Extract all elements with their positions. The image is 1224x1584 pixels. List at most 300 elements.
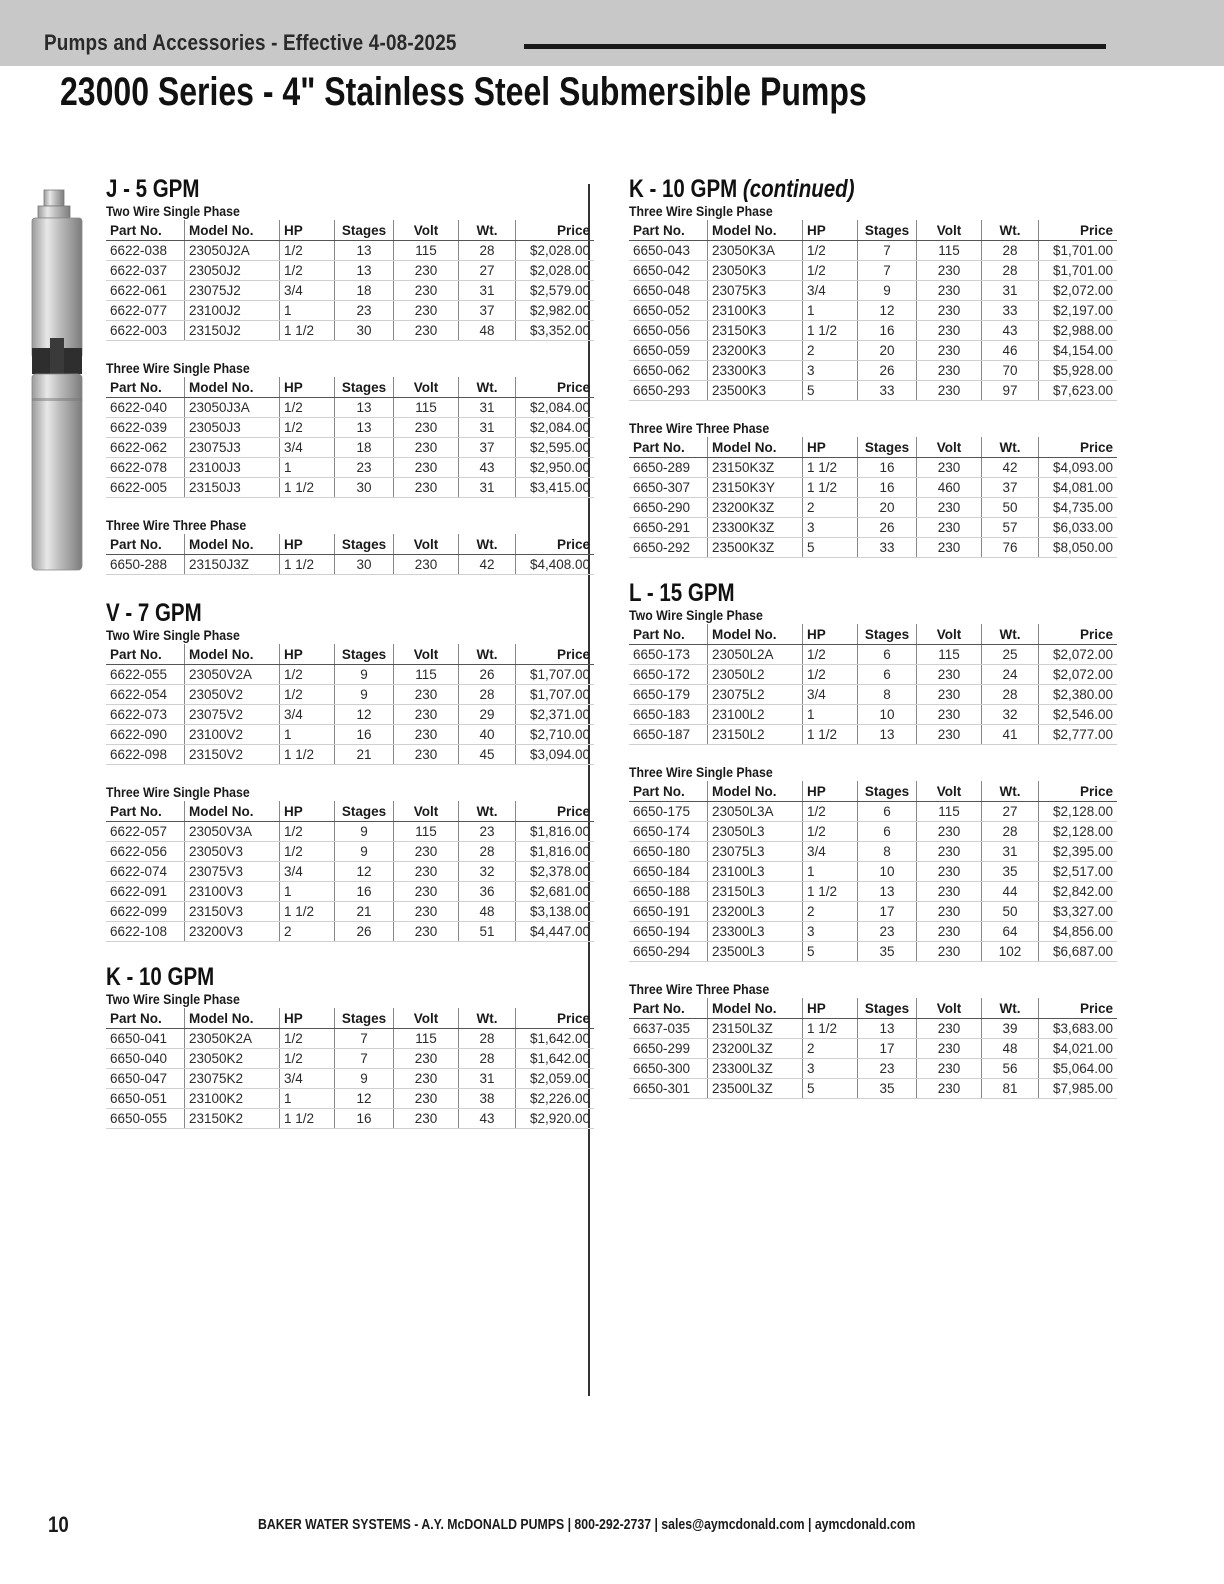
cell-price: $8,050.00 [1039, 538, 1118, 558]
column-header-model-no: Model No. [185, 644, 280, 665]
cell-volt: 230 [917, 665, 982, 685]
column-header-stages: Stages [858, 781, 917, 802]
cell-volt: 230 [394, 842, 459, 862]
cell-price: $4,856.00 [1039, 922, 1118, 942]
cell-model-no: 23100V3 [185, 882, 280, 902]
cell-hp: 3 [803, 922, 858, 942]
column-header-part-no: Part No. [106, 801, 185, 822]
cell-model-no: 23100K3 [708, 301, 803, 321]
cell-part-no: 6622-061 [106, 281, 185, 301]
column-header-weight: Wt. [459, 220, 516, 241]
section-k-continued [629, 175, 1113, 558]
table-row [106, 1049, 594, 1069]
cell-part-no: 6650-179 [629, 685, 708, 705]
footer-contact: BAKER WATER SYSTEMS - A.Y. McDONALD PUMPS | 800-292-2737 | sales@aymcdonald.com | aymcdonald.com [258, 1516, 916, 1533]
group-title: Three Wire Single Phase [629, 203, 773, 219]
cell-hp: 1/2 [280, 665, 335, 685]
cell-weight: 37 [459, 438, 516, 458]
cell-weight: 45 [459, 745, 516, 765]
cell-weight: 97 [982, 381, 1039, 401]
table-row [106, 261, 594, 281]
cell-weight: 39 [982, 1019, 1039, 1039]
column-header-stages: Stages [858, 220, 917, 241]
cell-volt: 230 [917, 261, 982, 281]
table-header-row [106, 220, 594, 241]
cell-price: $2,226.00 [516, 1089, 595, 1109]
cell-model-no: 23075K3 [708, 281, 803, 301]
price-table [106, 801, 594, 942]
cell-part-no: 6622-039 [106, 418, 185, 438]
cell-stages: 21 [335, 902, 394, 922]
column-header-stages: Stages [335, 644, 394, 665]
cell-stages: 17 [858, 1039, 917, 1059]
column-header-hp: HP [803, 437, 858, 458]
cell-part-no: 6622-037 [106, 261, 185, 281]
cell-price: $2,028.00 [516, 261, 595, 281]
price-table [629, 437, 1117, 558]
cell-volt: 230 [394, 1049, 459, 1069]
cell-weight: 43 [459, 458, 516, 478]
cell-weight: 43 [459, 1109, 516, 1129]
cell-hp: 3/4 [280, 1069, 335, 1089]
table-row [106, 438, 594, 458]
column-header-model-no: Model No. [708, 998, 803, 1019]
cell-model-no: 23050K2A [185, 1029, 280, 1049]
table-row [629, 1079, 1117, 1099]
cell-volt: 230 [394, 418, 459, 438]
column-header-stages: Stages [858, 437, 917, 458]
cell-hp: 1/2 [803, 665, 858, 685]
cell-hp: 2 [803, 498, 858, 518]
cell-part-no: 6650-047 [106, 1069, 185, 1089]
table-row [629, 301, 1117, 321]
cell-stages: 12 [335, 862, 394, 882]
cell-weight: 33 [982, 301, 1039, 321]
cell-model-no: 23300K3Z [708, 518, 803, 538]
table-header-row [106, 534, 594, 555]
cell-model-no: 23050L3 [708, 822, 803, 842]
cell-price: $2,842.00 [1039, 882, 1118, 902]
column-header-price: Price [516, 1008, 595, 1029]
cell-stages: 6 [858, 665, 917, 685]
cell-part-no: 6622-090 [106, 725, 185, 745]
group-title: Three Wire Single Phase [106, 360, 250, 376]
cell-volt: 230 [394, 281, 459, 301]
table-row [106, 398, 594, 418]
cell-weight: 38 [459, 1089, 516, 1109]
cell-hp: 3/4 [280, 438, 335, 458]
cell-hp: 1 [280, 1089, 335, 1109]
cell-stages: 18 [335, 281, 394, 301]
cell-part-no: 6650-180 [629, 842, 708, 862]
cell-volt: 230 [917, 361, 982, 381]
cell-weight: 26 [459, 665, 516, 685]
table-row [629, 862, 1117, 882]
cell-model-no: 23050L2A [708, 645, 803, 665]
cell-volt: 230 [917, 725, 982, 745]
cell-price: $2,681.00 [516, 882, 595, 902]
section-title: V - 7 GPM [106, 599, 202, 627]
group-title: Two Wire Single Phase [629, 607, 763, 623]
cell-hp: 3/4 [803, 281, 858, 301]
cell-stages: 16 [335, 725, 394, 745]
table-row [106, 418, 594, 438]
cell-volt: 460 [917, 478, 982, 498]
cell-model-no: 23200V3 [185, 922, 280, 942]
cell-stages: 7 [335, 1029, 394, 1049]
cell-model-no: 23100L2 [708, 705, 803, 725]
cell-stages: 9 [335, 842, 394, 862]
cell-model-no: 23150J3Z [185, 555, 280, 575]
cell-volt: 115 [394, 822, 459, 842]
cell-weight: 50 [982, 902, 1039, 922]
table-row [629, 538, 1117, 558]
cell-model-no: 23500L3Z [708, 1079, 803, 1099]
column-header-price: Price [516, 377, 595, 398]
cell-model-no: 23150L2 [708, 725, 803, 745]
cell-hp: 3 [803, 518, 858, 538]
cell-hp: 1/2 [280, 685, 335, 705]
column-header-volt: Volt [917, 220, 982, 241]
cell-part-no: 6650-290 [629, 498, 708, 518]
cell-volt: 230 [917, 842, 982, 862]
cell-stages: 35 [858, 942, 917, 962]
cell-stages: 23 [335, 301, 394, 321]
cell-stages: 18 [335, 438, 394, 458]
cell-weight: 81 [982, 1079, 1039, 1099]
cell-stages: 8 [858, 842, 917, 862]
cell-weight: 31 [982, 842, 1039, 862]
cell-weight: 32 [982, 705, 1039, 725]
cell-hp: 2 [803, 902, 858, 922]
cell-part-no: 6650-191 [629, 902, 708, 922]
cell-volt: 230 [917, 685, 982, 705]
cell-price: $2,579.00 [516, 281, 595, 301]
cell-hp: 1 [280, 301, 335, 321]
cell-hp: 1/2 [803, 261, 858, 281]
table-header-row [629, 437, 1117, 458]
table-row [106, 1109, 594, 1129]
cell-volt: 230 [917, 381, 982, 401]
cell-stages: 13 [335, 241, 394, 261]
cell-weight: 28 [982, 685, 1039, 705]
cell-weight: 76 [982, 538, 1039, 558]
cell-model-no: 23150J2 [185, 321, 280, 341]
cell-stages: 6 [858, 822, 917, 842]
cell-price: $2,072.00 [1039, 645, 1118, 665]
cell-model-no: 23500L3 [708, 942, 803, 962]
cell-volt: 115 [917, 241, 982, 261]
column-header-volt: Volt [394, 220, 459, 241]
table-row [629, 1059, 1117, 1079]
table-row [106, 862, 594, 882]
cell-hp: 5 [803, 942, 858, 962]
cell-model-no: 23050K3A [708, 241, 803, 261]
cell-volt: 230 [394, 685, 459, 705]
cell-hp: 3/4 [803, 842, 858, 862]
cell-model-no: 23150K3Z [708, 458, 803, 478]
column-header-weight: Wt. [982, 220, 1039, 241]
column-header-part-no: Part No. [629, 437, 708, 458]
page-title: 23000 Series - 4" Stainless Steel Submersible Pumps [60, 70, 867, 114]
cell-stages: 9 [335, 1069, 394, 1089]
cell-model-no: 23200K3Z [708, 498, 803, 518]
column-header-hp: HP [803, 624, 858, 645]
cell-part-no: 6650-188 [629, 882, 708, 902]
table-row [629, 902, 1117, 922]
cell-weight: 28 [459, 1049, 516, 1069]
cell-stages: 13 [335, 418, 394, 438]
table-row [629, 498, 1117, 518]
column-header-weight: Wt. [982, 998, 1039, 1019]
cell-hp: 1/2 [280, 1049, 335, 1069]
cell-model-no: 23050J3 [185, 418, 280, 438]
cell-model-no: 23150L3 [708, 882, 803, 902]
column-header-model-no: Model No. [708, 624, 803, 645]
cell-stages: 13 [858, 725, 917, 745]
cell-stages: 13 [858, 882, 917, 902]
column-header-hp: HP [280, 534, 335, 555]
cell-model-no: 23300L3Z [708, 1059, 803, 1079]
cell-weight: 56 [982, 1059, 1039, 1079]
group-title: Three Wire Three Phase [106, 517, 247, 533]
cell-volt: 230 [394, 705, 459, 725]
cell-model-no: 23150K3 [708, 321, 803, 341]
page-number: 10 [48, 1512, 69, 1537]
cell-volt: 230 [394, 321, 459, 341]
cell-part-no: 6622-098 [106, 745, 185, 765]
cell-model-no: 23050J2 [185, 261, 280, 281]
column-header-part-no: Part No. [629, 998, 708, 1019]
cell-model-no: 23150K3Y [708, 478, 803, 498]
cell-stages: 6 [858, 645, 917, 665]
cell-hp: 3/4 [280, 281, 335, 301]
cell-part-no: 6650-307 [629, 478, 708, 498]
cell-model-no: 23100J3 [185, 458, 280, 478]
cell-weight: 57 [982, 518, 1039, 538]
pump-image [28, 188, 86, 574]
cell-weight: 28 [459, 685, 516, 705]
cell-volt: 115 [394, 1029, 459, 1049]
cell-stages: 6 [858, 802, 917, 822]
cell-part-no: 6622-108 [106, 922, 185, 942]
table-row [629, 518, 1117, 538]
cell-hp: 1 1/2 [803, 1019, 858, 1039]
cell-weight: 44 [982, 882, 1039, 902]
cell-part-no: 6622-062 [106, 438, 185, 458]
cell-stages: 20 [858, 341, 917, 361]
table-row [106, 665, 594, 685]
column-header-hp: HP [803, 998, 858, 1019]
cell-part-no: 6622-091 [106, 882, 185, 902]
cell-volt: 115 [394, 398, 459, 418]
group-title: Three Wire Three Phase [629, 981, 770, 997]
cell-part-no: 6650-299 [629, 1039, 708, 1059]
cell-stages: 26 [335, 922, 394, 942]
column-header-weight: Wt. [982, 781, 1039, 802]
table-row [629, 802, 1117, 822]
cell-model-no: 23200L3Z [708, 1039, 803, 1059]
cell-weight: 31 [459, 478, 516, 498]
table-row [629, 321, 1117, 341]
table-row [629, 665, 1117, 685]
table-row [106, 705, 594, 725]
column-header-hp: HP [803, 781, 858, 802]
cell-part-no: 6650-059 [629, 341, 708, 361]
table-row [106, 745, 594, 765]
column-header-part-no: Part No. [106, 644, 185, 665]
cell-weight: 48 [459, 321, 516, 341]
cell-part-no: 6650-301 [629, 1079, 708, 1099]
cell-part-no: 6622-099 [106, 902, 185, 922]
price-table [106, 534, 594, 575]
cell-part-no: 6650-175 [629, 802, 708, 822]
cell-volt: 230 [917, 301, 982, 321]
column-header-stages: Stages [335, 534, 394, 555]
cell-stages: 7 [858, 241, 917, 261]
cell-model-no: 23050V3 [185, 842, 280, 862]
column-header-stages: Stages [335, 377, 394, 398]
cell-price: $2,920.00 [516, 1109, 595, 1129]
table-row [629, 822, 1117, 842]
table-row [629, 842, 1117, 862]
cell-volt: 230 [394, 301, 459, 321]
column-header-hp: HP [280, 220, 335, 241]
cell-part-no: 6650-294 [629, 942, 708, 962]
cell-price: $3,352.00 [516, 321, 595, 341]
cell-weight: 28 [459, 241, 516, 261]
cell-model-no: 23075L2 [708, 685, 803, 705]
table-header-row [106, 377, 594, 398]
column-header-model-no: Model No. [185, 801, 280, 822]
cell-model-no: 23050K3 [708, 261, 803, 281]
cell-price: $1,642.00 [516, 1049, 595, 1069]
column-header-hp: HP [280, 377, 335, 398]
cell-price: $2,197.00 [1039, 301, 1118, 321]
cell-weight: 48 [982, 1039, 1039, 1059]
cell-weight: 28 [459, 842, 516, 862]
table-row [106, 478, 594, 498]
cell-volt: 230 [394, 862, 459, 882]
cell-weight: 31 [459, 281, 516, 301]
cell-volt: 230 [917, 1019, 982, 1039]
cell-price: $2,371.00 [516, 705, 595, 725]
cell-weight: 31 [459, 398, 516, 418]
cell-model-no: 23100V2 [185, 725, 280, 745]
column-header-price: Price [1039, 998, 1118, 1019]
cell-part-no: 6622-055 [106, 665, 185, 685]
cell-price: $1,701.00 [1039, 261, 1118, 281]
table-row [106, 1069, 594, 1089]
cell-model-no: 23075V3 [185, 862, 280, 882]
cell-hp: 1/2 [803, 822, 858, 842]
cell-weight: 42 [459, 555, 516, 575]
cell-volt: 230 [394, 1089, 459, 1109]
column-header-volt: Volt [394, 1008, 459, 1029]
cell-model-no: 23100J2 [185, 301, 280, 321]
cell-price: $1,707.00 [516, 665, 595, 685]
cell-price: $6,033.00 [1039, 518, 1118, 538]
column-header-part-no: Part No. [629, 220, 708, 241]
cell-part-no: 6637-035 [629, 1019, 708, 1039]
cell-stages: 8 [858, 685, 917, 705]
cell-model-no: 23500K3 [708, 381, 803, 401]
cell-model-no: 23075L3 [708, 842, 803, 862]
section-title: J - 5 GPM [106, 175, 200, 203]
cell-stages: 16 [335, 882, 394, 902]
column-header-weight: Wt. [459, 801, 516, 822]
cell-part-no: 6622-003 [106, 321, 185, 341]
column-header-stages: Stages [335, 220, 394, 241]
section-title: K - 10 GPM [106, 963, 215, 991]
cell-stages: 12 [858, 301, 917, 321]
cell-price: $3,138.00 [516, 902, 595, 922]
cell-model-no: 23300L3 [708, 922, 803, 942]
table-header-row [629, 998, 1117, 1019]
cell-part-no: 6622-038 [106, 241, 185, 261]
cell-stages: 13 [858, 1019, 917, 1039]
column-header-weight: Wt. [459, 377, 516, 398]
section-title [629, 176, 1014, 202]
cell-part-no: 6650-043 [629, 241, 708, 261]
column-header-volt: Volt [917, 998, 982, 1019]
cell-hp: 1 [280, 458, 335, 478]
price-table [106, 1008, 594, 1129]
cell-stages: 16 [858, 321, 917, 341]
column-header-price: Price [516, 220, 595, 241]
table-row [106, 842, 594, 862]
cell-hp: 1 1/2 [803, 458, 858, 478]
cell-part-no: 6622-074 [106, 862, 185, 882]
cell-part-no: 6622-054 [106, 685, 185, 705]
column-header-stages: Stages [858, 624, 917, 645]
table-row [106, 882, 594, 902]
cell-part-no: 6650-300 [629, 1059, 708, 1079]
header-band [0, 0, 1224, 66]
group-title: Three Wire Three Phase [629, 420, 770, 436]
table-header-row [629, 220, 1117, 241]
cell-price: $2,072.00 [1039, 281, 1118, 301]
cell-model-no: 23050J2A [185, 241, 280, 261]
cell-price: $2,595.00 [516, 438, 595, 458]
column-header-volt: Volt [394, 801, 459, 822]
cell-hp: 1 1/2 [280, 1109, 335, 1129]
column-header-price: Price [516, 801, 595, 822]
table-row [106, 1029, 594, 1049]
column-header-model-no: Model No. [185, 220, 280, 241]
table-row [106, 822, 594, 842]
cell-stages: 7 [858, 261, 917, 281]
cell-stages: 20 [858, 498, 917, 518]
cell-stages: 30 [335, 321, 394, 341]
cell-hp: 1 1/2 [280, 478, 335, 498]
cell-price: $3,415.00 [516, 478, 595, 498]
cell-weight: 40 [459, 725, 516, 745]
cell-hp: 1 [803, 862, 858, 882]
cell-part-no: 6650-062 [629, 361, 708, 381]
cell-price: $2,395.00 [1039, 842, 1118, 862]
cell-volt: 230 [917, 518, 982, 538]
cell-price: $5,928.00 [1039, 361, 1118, 381]
column-header-model-no: Model No. [708, 437, 803, 458]
column-header-model-no: Model No. [185, 1008, 280, 1029]
column-header-model-no: Model No. [185, 534, 280, 555]
cell-volt: 230 [394, 1109, 459, 1129]
cell-hp: 5 [803, 538, 858, 558]
cell-stages: 9 [335, 685, 394, 705]
cell-weight: 28 [982, 241, 1039, 261]
cell-hp: 3/4 [280, 862, 335, 882]
